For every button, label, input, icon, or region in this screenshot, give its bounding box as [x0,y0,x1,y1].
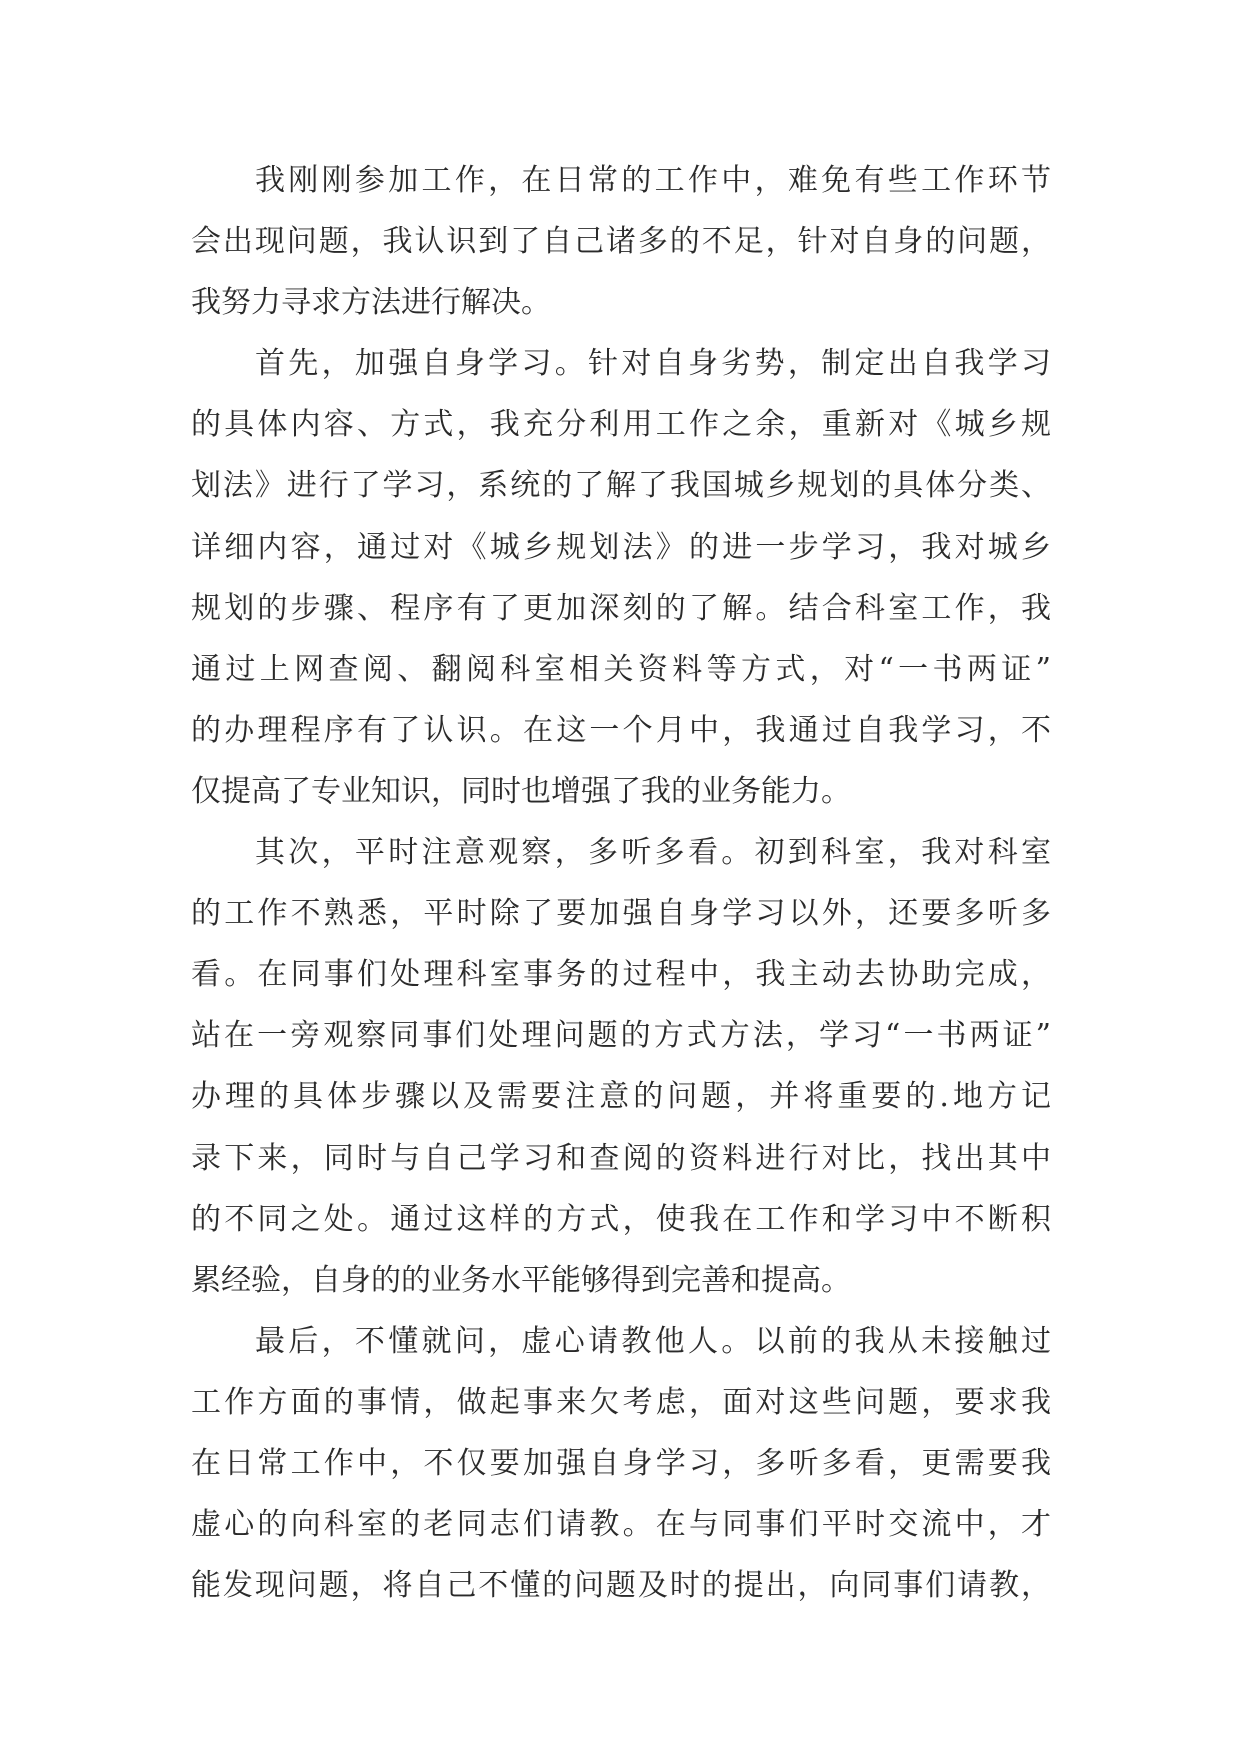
text-line: 通过上网查阅、翻阅科室相关资料等方式，对“一书两证” [191,651,1051,687]
text-line: 办理的具体步骤以及需要注意的问题，并将重要的.地方记 [191,1079,1051,1115]
text-line: 我努力寻求方法进行解决。 [191,285,551,321]
text-line: 首先，加强自身学习。针对自身劣势，制定出自我学习 [255,346,1051,382]
text-line: 能发现问题，将自己不懂的问题及时的提出，向同事们请教， [191,1568,1051,1604]
text-line: 规划的步骤、程序有了更加深刻的了解。结合科室工作，我 [191,590,1051,626]
text-line: 的办理程序有了认识。在这一个月中，我通过自我学习，不 [191,712,1051,748]
paragraph-intro [191,150,1051,333]
text-line: 在日常工作中，不仅要加强自身学习，多听多看，更需要我 [191,1445,1051,1481]
text-line: 其次，平时注意观察，多听多看。初到科室，我对科室 [255,835,1051,871]
paragraph-second-point [191,822,1051,1311]
text-line: 我刚刚参加工作，在日常的工作中，难免有些工作环节 [255,163,1051,198]
paragraph-third-point [191,1311,1051,1616]
text-line: 录下来，同时与自己学习和查阅的资料进行对比，找出其中 [191,1140,1051,1176]
text-line: 的具体内容、方式，我充分利用工作之余，重新对《城乡规 [191,407,1051,443]
text-line: 最后，不懂就问，虚心请教他人。以前的我从未接触过 [255,1323,1051,1359]
paragraph-first-point [191,333,1051,822]
text-line: 虚心的向科室的老同志们请教。在与同事们平时交流中，才 [191,1507,1051,1543]
text-line: 工作方面的事情，做起事来欠考虑，面对这些问题，要求我 [191,1384,1051,1420]
text-line: 仅提高了专业知识，同时也增强了我的业务能力。 [191,773,851,809]
text-line: 站在一旁观察同事们处理问题的方式方法，学习“一书两证” [191,1018,1051,1054]
text-line: 的工作不熟悉，平时除了要加强自身学习以外，还要多听多 [191,896,1051,932]
document-body [191,150,1051,1616]
text-line: 详细内容，通过对《城乡规划法》的进一步学习，我对城乡 [191,529,1051,565]
text-line: 的不同之处。通过这样的方式，使我在工作和学习中不断积 [191,1201,1051,1237]
text-line: 会出现问题，我认识到了自己诸多的不足，针对自身的问题， [191,224,1051,260]
text-line: 划法》进行了学习，系统的了解了我国城乡规划的具体分类、 [191,468,1051,504]
text-line: 累经验，自身的的业务水平能够得到完善和提高。 [191,1262,851,1298]
text-line: 看。在同事们处理科室事务的过程中，我主动去协助完成， [191,957,1051,993]
